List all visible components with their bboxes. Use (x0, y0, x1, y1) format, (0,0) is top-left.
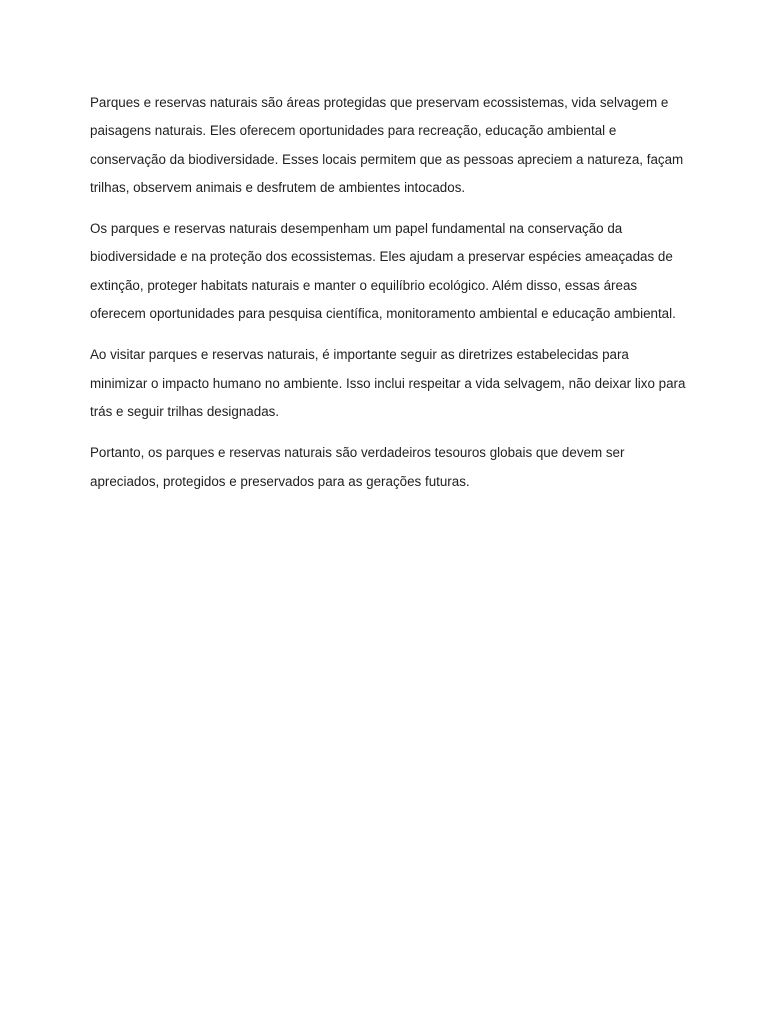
paragraph-conclusion: Portanto, os parques e reservas naturais são verdadeiros tesouros globais que devem ser apreciados, protegidos e preservados para as gerações futuras. (90, 445, 625, 489)
paragraph-importance: Os parques e reservas naturais desempenham um papel fundamental na conservação da biodiversidade e na proteção dos ecossistemas. Eles ajudam a preservar espécies ameaçadas de extinção, proteger habitats naturais e manter o equilíbrio ecológico. Além disso, essas áreas oferecem oportunidades para pesquisa científica, monitoramento ambiental e educação ambiental. (90, 221, 676, 322)
paragraph-guidelines: Ao visitar parques e reservas naturais, é importante seguir as diretrizes estabelecidas para minimizar o impacto humano no ambiente. Isso inclui respeitar a vida selvagem, não deixar lixo para trás e seguir trilhas designadas. (90, 347, 686, 419)
paragraph-intro: Parques e reservas naturais são áreas protegidas que preservam ecossistemas, vida selvagem e paisagens naturais. Eles oferecem oportunidades para recreação, educação ambiental e conservação da biodiversidade. Esses locais permitem que as pessoas apreciem a natureza, façam trilhas, observem animais e desfrutem de ambientes intocados. (90, 95, 684, 195)
